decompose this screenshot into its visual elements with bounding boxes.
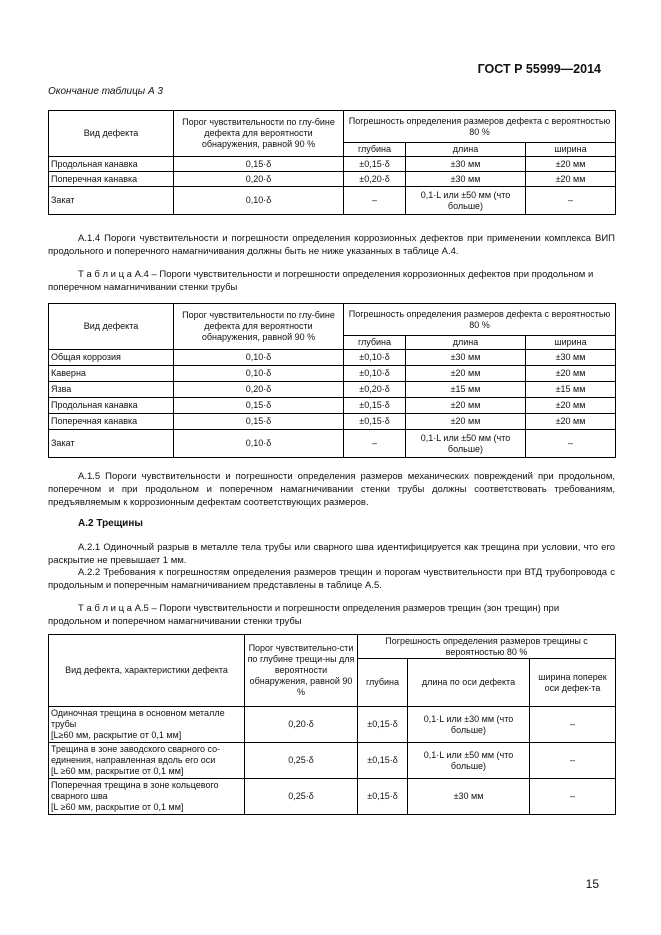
table-row <box>49 350 616 366</box>
table-row <box>49 187 616 215</box>
cell-width: ±20 мм <box>526 172 616 187</box>
cell-defect <box>49 779 245 815</box>
cell-length: ±20 мм <box>406 414 526 430</box>
col-header-length: длина <box>406 143 526 157</box>
table-row <box>49 172 616 187</box>
col-header-depth: глубина <box>344 336 406 350</box>
cell-length: ±30 мм <box>408 779 530 815</box>
cell-threshold: 0,15·δ <box>174 157 344 172</box>
cell-depth: – <box>344 430 406 458</box>
table-row <box>49 366 616 382</box>
cell-threshold: 0,10·δ <box>174 430 344 458</box>
table-a3 <box>48 110 616 215</box>
cell-length: 0,1·L или ±50 мм (что больше) <box>406 430 526 458</box>
cell-width: ±20 мм <box>526 157 616 172</box>
col-header-width: ширина поперек оси дефек-та <box>530 659 616 707</box>
col-header-defect: Вид дефекта <box>49 304 174 350</box>
cell-defect-note: [L ≥60 мм, раскрытие от 0,1 мм] <box>51 766 184 776</box>
table-a5 <box>48 634 616 815</box>
table-row <box>49 430 616 458</box>
cell-threshold: 0,25·δ <box>245 779 358 815</box>
cell-width: ±20 мм <box>526 366 616 382</box>
col-header-accuracy: Погрешность определения размеров дефекта с вероятностью 80 % <box>344 304 616 336</box>
cell-defect <box>49 743 245 779</box>
section-title-a2: А.2 Трещины <box>78 518 143 529</box>
cell-width: ±20 мм <box>526 414 616 430</box>
cell-width: ±20 мм <box>526 398 616 414</box>
cell-threshold: 0,15·δ <box>174 414 344 430</box>
col-header-depth: глубина <box>358 659 408 707</box>
paragraph-a21: А.2.1 Одиночный разрыв в металле тела трубы или сварного шва идентифицируется как трещина при условии, что его раскрытие не превышает 1 мм. <box>48 542 615 566</box>
cell-depth: ±0,10·δ <box>344 366 406 382</box>
col-header-defect: Вид дефекта, характеристики дефекта <box>49 635 245 707</box>
page-number: 15 <box>585 877 599 891</box>
cell-defect-description: Трещина в зоне заводского сварного со-единения, направленная вдоль его оси <box>51 744 221 765</box>
cell-threshold: 0,25·δ <box>245 743 358 779</box>
cell-width: – <box>530 707 616 743</box>
cell-width: ±30 мм <box>526 350 616 366</box>
col-header-length: длина по оси дефекта <box>408 659 530 707</box>
paragraph-a14: А.1.4 Пороги чувствительности и погрешности определения коррозионных дефектов при применении комплекса ВИП продольного и поперечного намагничивания должны быть не ниже указанных в таблице А.4. <box>48 233 615 257</box>
cell-length: ±20 мм <box>406 398 526 414</box>
cell-length: 0,1·L или ±50 мм (что больше) <box>406 187 526 215</box>
cell-depth: ±0,15·δ <box>358 743 408 779</box>
cell-defect: Закат <box>49 187 174 215</box>
cell-length: 0,1·L или ±50 мм (что больше) <box>408 743 530 779</box>
cell-length: ±30 мм <box>406 157 526 172</box>
table-row <box>49 779 616 815</box>
cell-width: – <box>530 743 616 779</box>
col-header-defect: Вид дефекта <box>49 111 174 157</box>
cell-threshold: 0,10·δ <box>174 350 344 366</box>
cell-defect-note: [L≥60 мм, раскрытие от 0,1 мм] <box>51 730 182 740</box>
col-header-accuracy: Погрешность определения размеров трещины с вероятностью 80 % <box>358 635 616 659</box>
cell-depth: ±0,15·δ <box>344 414 406 430</box>
paragraph-a15: А.1.5 Пороги чувствительности и погрешности определения размеров механических повреждений при продольном, поперечном и при продольном и поперечном намагничивании стенки трубы должны соответствовать требованиям, предъявляемым к коррозионным дефектам соответствующих размеров. <box>48 471 615 508</box>
cell-defect-note: [L ≥60 мм, раскрытие от 0,1 мм] <box>51 802 184 812</box>
cell-defect-description: Поперечная трещина в зоне кольцевого сварного шва <box>51 780 219 801</box>
cell-width: – <box>526 430 616 458</box>
cell-defect: Продольная канавка <box>49 398 174 414</box>
cell-length: 0,1·L или ±30 мм (что больше) <box>408 707 530 743</box>
cell-threshold: 0,20·δ <box>245 707 358 743</box>
table-a5-caption: Т а б л и ц а А.5 – Пороги чувствительности и погрешности определения размеров трещин (зон трещин) при продольном и поперечном намагничивании стенки трубы <box>48 603 560 627</box>
col-header-threshold: Порог чувствительно-сти по глубине трещи-ны для вероятности обнаружения, равной 90 % <box>245 635 358 707</box>
col-header-width: ширина <box>526 143 616 157</box>
table-row <box>49 743 616 779</box>
cell-threshold: 0,10·δ <box>174 366 344 382</box>
cell-threshold: 0,20·δ <box>174 382 344 398</box>
cell-depth: ±0,15·δ <box>344 157 406 172</box>
cell-width: ±15 мм <box>526 382 616 398</box>
table-row <box>49 157 616 172</box>
col-header-threshold: Порог чувствительности по глу-бине дефекта для вероятности обнаружения, равной 90 % <box>174 304 344 350</box>
table-a4 <box>48 303 616 458</box>
cell-width: – <box>530 779 616 815</box>
table-a3-continuation-caption: Окончание таблицы А 3 <box>48 86 163 97</box>
cell-threshold: 0,15·δ <box>174 398 344 414</box>
cell-length: ±30 мм <box>406 350 526 366</box>
cell-length: ±30 мм <box>406 172 526 187</box>
cell-depth: ±0,10·δ <box>344 350 406 366</box>
cell-depth: ±0,20·δ <box>344 382 406 398</box>
cell-defect-description: Одиночная трещина в основном металле трубы <box>51 708 225 729</box>
cell-depth: ±0,20·δ <box>344 172 406 187</box>
cell-defect <box>49 707 245 743</box>
col-header-depth: глубина <box>344 143 406 157</box>
col-header-width: ширина <box>526 336 616 350</box>
cell-threshold: 0,20·δ <box>174 172 344 187</box>
cell-defect: Продольная канавка <box>49 157 174 172</box>
cell-threshold: 0,10·δ <box>174 187 344 215</box>
cell-defect: Поперечная канавка <box>49 414 174 430</box>
table-row <box>49 398 616 414</box>
cell-defect: Язва <box>49 382 174 398</box>
col-header-length: длина <box>406 336 526 350</box>
document-header: ГОСТ Р 55999—2014 <box>477 62 601 76</box>
table-row <box>49 414 616 430</box>
paragraph-a22: А.2.2 Требования к погрешностям определения размеров трещин и порогам чувствительности при ВТД трубопровода с продольным и поперечным намагничиванием представлены в таблице А.5. <box>48 567 615 591</box>
col-header-accuracy: Погрешность определения размеров дефекта с вероятностью 80 % <box>344 111 616 143</box>
cell-defect: Общая коррозия <box>49 350 174 366</box>
table-row <box>49 707 616 743</box>
cell-defect: Закат <box>49 430 174 458</box>
cell-depth: ±0,15·δ <box>358 707 408 743</box>
table-row <box>49 382 616 398</box>
col-header-threshold: Порог чувствительности по глу-бине дефекта для вероятности обнаружения, равной 90 % <box>174 111 344 157</box>
cell-length: ±15 мм <box>406 382 526 398</box>
cell-defect: Каверна <box>49 366 174 382</box>
cell-depth: ±0,15·δ <box>358 779 408 815</box>
cell-depth: – <box>344 187 406 215</box>
cell-length: ±20 мм <box>406 366 526 382</box>
cell-width: – <box>526 187 616 215</box>
cell-defect: Поперечная канавка <box>49 172 174 187</box>
cell-depth: ±0,15·δ <box>344 398 406 414</box>
table-a4-caption: Т а б л и ц а А.4 – Пороги чувствительности и погрешности определения коррозионных дефектов при продольном и поперечном намагничивании стенки трубы <box>48 269 594 293</box>
